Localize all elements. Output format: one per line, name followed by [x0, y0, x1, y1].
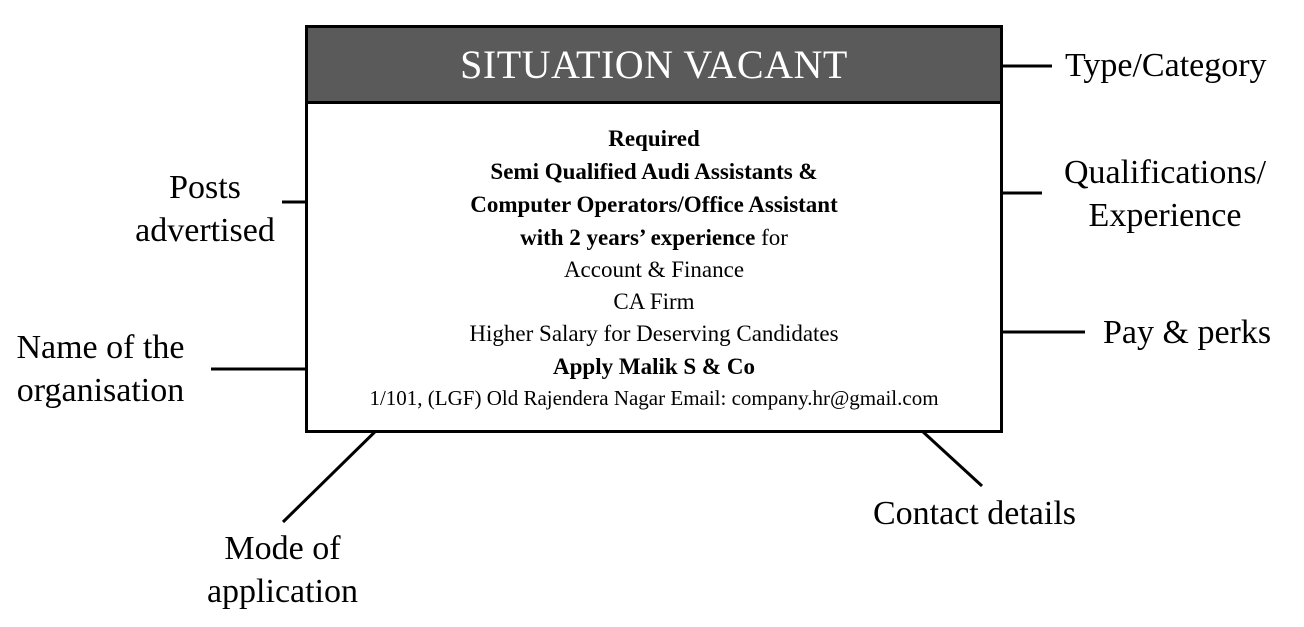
label-qualifications-line-2: Experience — [1088, 197, 1242, 234]
label-posts-line-1: Posts — [169, 169, 241, 206]
label-mode-line-2: application — [206, 573, 359, 610]
label-pay: Pay & perks — [1103, 314, 1272, 351]
label-posts-line-2: advertised — [135, 212, 275, 249]
ad-apply: Apply Malik S & Co — [553, 354, 755, 379]
label-mode — [190, 527, 375, 613]
ad-department: Account & Finance — [563, 257, 745, 282]
ad-required: Required — [608, 126, 700, 151]
label-organisation-line-1: Name of the — [16, 329, 185, 366]
label-organisation — [8, 326, 193, 412]
category-header — [308, 28, 1000, 104]
label-organisation-line-2: organisation — [16, 372, 185, 409]
label-qualifications-line-1: Qualifications/ — [1063, 154, 1267, 191]
label-type-category: Type/Category — [1065, 47, 1267, 84]
ad-posts-line-2: Computer Operators/Office Assistant — [470, 192, 838, 217]
label-posts — [120, 166, 290, 252]
label-contact: Contact details — [873, 495, 1077, 532]
label-mode-line-1: Mode of — [224, 530, 341, 567]
ad-salary: Higher Salary for Deserving Candidates — [469, 321, 839, 346]
ad-experience-line — [308, 223, 1000, 253]
ad-address: 1/101, (LGF) Old Rajendera Nagar Email: company.hr@gmail.com — [369, 386, 939, 410]
ad-posts-line-1: Semi Qualified Audi Assistants & — [490, 159, 818, 184]
leader-mode — [283, 419, 388, 522]
ad-experience-bold: with 2 years’ experience — [520, 225, 756, 250]
label-qualifications — [1050, 151, 1280, 237]
category-title: SITUATION VACANT — [460, 42, 848, 87]
ad-firm: CA Firm — [613, 289, 695, 314]
advertisement-box — [305, 25, 1003, 433]
ad-experience-rest: for — [755, 225, 788, 250]
